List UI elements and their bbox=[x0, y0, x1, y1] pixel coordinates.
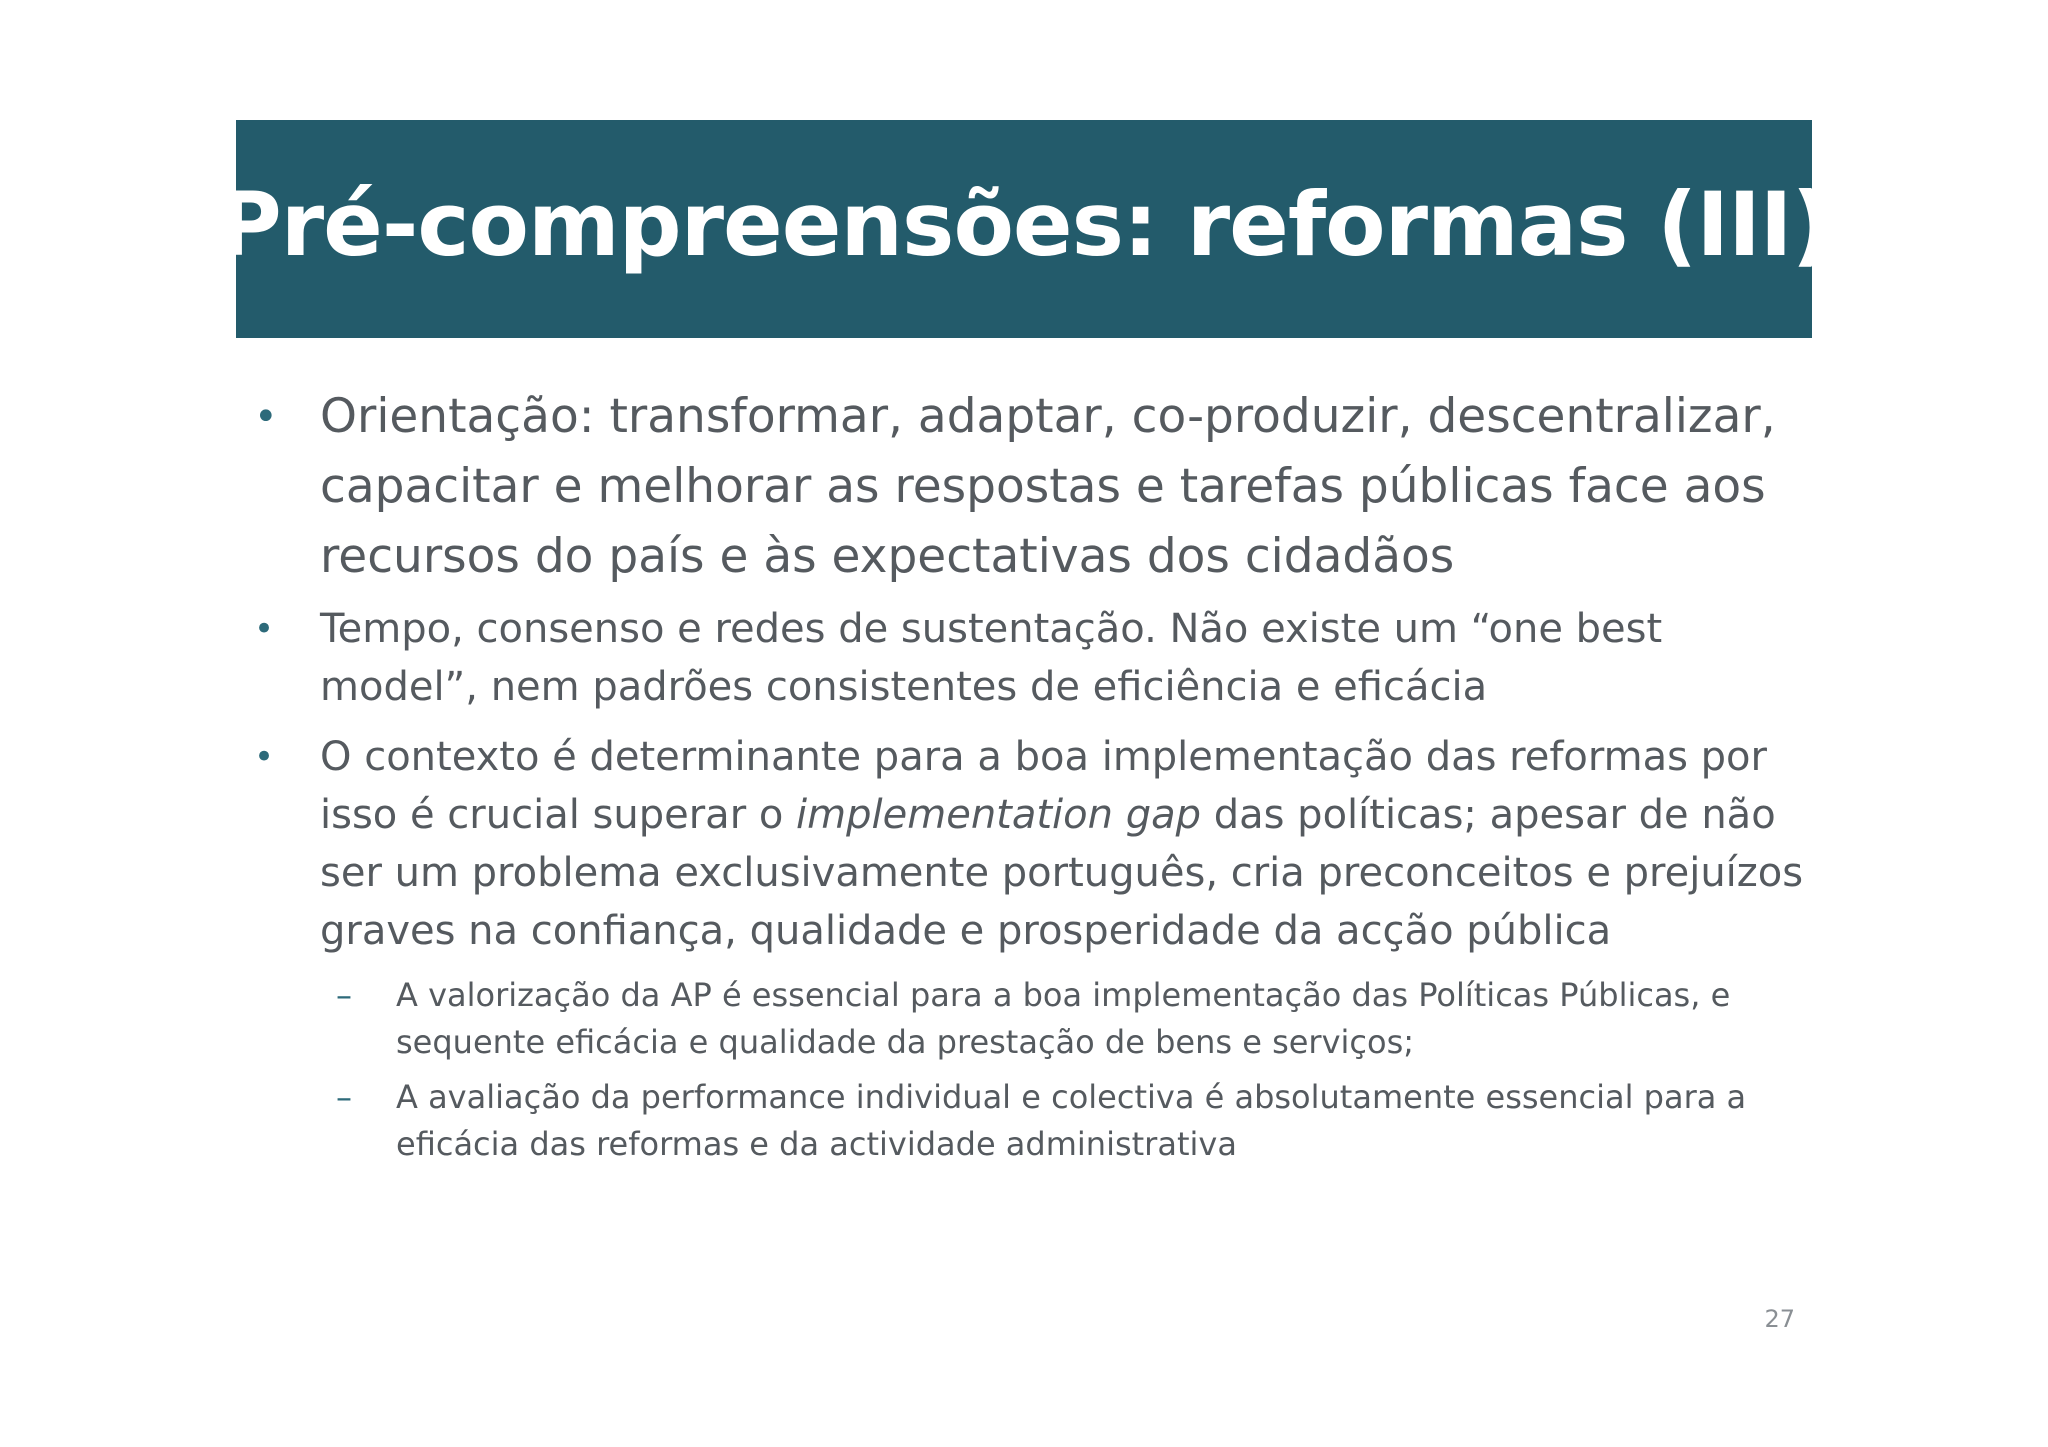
sub-bullet-text: A avaliação da performance individual e colectiva é absolutamente essencial para a eficácia das reformas e da actividade administrativa bbox=[396, 1078, 1747, 1163]
title-bar bbox=[217, 120, 1831, 338]
bullet-text-italic: implementation gap bbox=[796, 792, 1201, 838]
page-number: 27 bbox=[1764, 1305, 1795, 1333]
bullet-text: Tempo, consenso e redes de sustentação. Não existe um “one best model”, nem padrões consistentes de eficiência e eficácia bbox=[320, 606, 1663, 710]
dash-icon: – bbox=[336, 1078, 352, 1116]
bullet-icon: • bbox=[254, 609, 275, 649]
dash-icon: – bbox=[336, 976, 352, 1014]
bullet-text-start: O contexto é determinante para a boa implementação das reformas por isso é crucial superar o bbox=[320, 734, 1767, 838]
sub-bullet-item bbox=[250, 1074, 1810, 1168]
slide-title: Pré-compreensões: reformas (III) bbox=[217, 173, 1831, 276]
bullet-text-end: das políticas; apesar de não ser um problema exclusivamente português, cria preconceitos e prejuízos graves na confiança, qualidade e prosperidade da acção pública bbox=[320, 792, 1804, 954]
sub-bullet-text: A valorização da AP é essencial para a boa implementação das Políticas Públicas, e sequente eficácia e qualidade da prestação de bens e serviços; bbox=[396, 976, 1731, 1061]
bullet-text: Orientação: transformar, adaptar, co-produzir, descentralizar, capacitar e melhorar as respostas e tarefas públicas face aos recursos do país e às expectativas dos cidadãos bbox=[320, 389, 1776, 584]
bullet-item bbox=[250, 728, 1810, 960]
sub-bullet-item bbox=[250, 972, 1810, 1066]
bullet-item bbox=[250, 600, 1810, 716]
bullet-icon: • bbox=[254, 394, 278, 440]
bullet-item bbox=[250, 382, 1810, 592]
slide-content bbox=[250, 382, 1810, 1176]
bullet-icon: • bbox=[254, 737, 275, 777]
